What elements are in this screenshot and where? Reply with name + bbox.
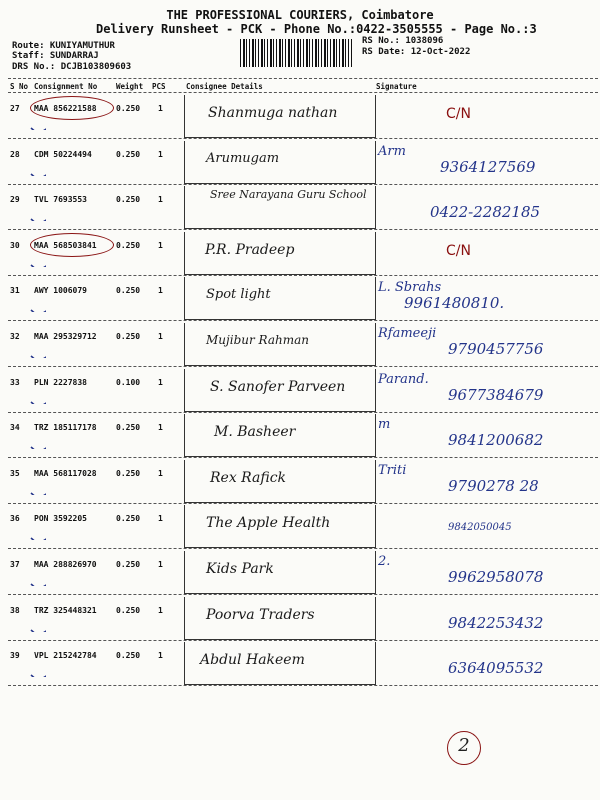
row-sno: 27	[10, 104, 20, 113]
consignment-number: TVL 7693553	[34, 195, 87, 205]
consignee-name: Sree Narayana Guru School	[210, 188, 367, 202]
col-sno: S No	[10, 82, 29, 91]
consignee-name: Spot light	[206, 287, 271, 303]
signature: Rfameeji	[378, 326, 437, 341]
weight: 0.250	[116, 514, 141, 524]
table-row	[8, 550, 598, 595]
staff-label: Staff: SUNDARRAJ	[12, 51, 99, 61]
signature: L. Sbrahs	[378, 280, 442, 296]
weight: 0.250	[116, 560, 141, 569]
red-circle-mark	[30, 96, 114, 120]
phone-number: 9842253432	[448, 613, 544, 632]
consignee-name: M. Basheer	[214, 424, 296, 441]
signature: m	[378, 417, 391, 433]
page-mark-circle	[447, 731, 481, 765]
row-divider	[8, 685, 598, 686]
row-sno: 36	[10, 514, 20, 524]
table-row	[8, 596, 598, 641]
signature: Parand.	[378, 371, 429, 387]
signature: C/N	[446, 242, 471, 259]
phone-number: 9364127569	[440, 157, 536, 176]
weight: 0.250	[116, 240, 141, 250]
phone-number: 9961480810.	[404, 294, 505, 313]
consignee-name: Shanmuga nathan	[208, 105, 338, 121]
consignment-number: PON 3592205	[34, 514, 87, 524]
phone-number: 9677384679	[448, 385, 544, 404]
table-row	[8, 368, 598, 413]
check-tick-icon	[30, 211, 46, 221]
signature: C/N	[446, 106, 471, 122]
page-mark: 2	[458, 735, 470, 756]
row-sno: 28	[10, 149, 20, 159]
signature: Arm	[378, 143, 406, 159]
table-row	[8, 140, 598, 185]
consignment-number: MAA 295329712	[34, 332, 97, 341]
consignee-name: The Apple Health	[206, 515, 331, 532]
row-sno: 30	[10, 240, 20, 250]
check-tick-icon	[30, 622, 46, 632]
table-row	[8, 641, 598, 686]
table-row	[8, 276, 598, 321]
table-row	[8, 459, 598, 504]
consignment-number: TRZ 325448321	[34, 605, 97, 615]
consignment-number: TRZ 185117178	[34, 423, 97, 433]
col-weight: Weight	[116, 82, 144, 91]
consignee-name: Rex Rafick	[210, 469, 287, 486]
pieces: 1	[158, 377, 163, 387]
consignment-number: CDM 50224494	[34, 149, 92, 159]
column-header-divider	[8, 92, 598, 93]
consignee-name: Poorva Traders	[206, 606, 315, 623]
weight: 0.250	[116, 423, 141, 433]
table-row	[8, 231, 598, 276]
row-sno: 39	[10, 651, 20, 661]
consignee-name: Mujibur Rahman	[206, 333, 309, 347]
weight: 0.250	[116, 104, 141, 113]
check-tick-icon	[30, 530, 46, 540]
pieces: 1	[158, 104, 163, 113]
table-row	[8, 504, 598, 549]
row-sno: 34	[10, 423, 20, 433]
check-tick-icon	[30, 257, 46, 267]
check-tick-icon	[30, 439, 46, 449]
consignment-number: MAA 568117028	[34, 468, 97, 478]
table-row	[8, 322, 598, 367]
phone-number: 9790457756	[448, 340, 544, 358]
weight: 0.250	[116, 605, 141, 615]
consignee-name: S. Sanofer Parveen	[210, 378, 346, 395]
pieces: 1	[158, 240, 163, 250]
check-tick-icon	[30, 166, 46, 176]
pieces: 1	[158, 468, 163, 478]
table-row	[8, 185, 598, 230]
weight: 0.250	[116, 468, 141, 478]
row-sno: 29	[10, 195, 20, 205]
phone-number: 9962958078	[448, 568, 544, 586]
table-row	[8, 94, 598, 139]
phone-number: 0422-2282185	[430, 203, 541, 222]
check-tick-icon	[30, 120, 46, 130]
red-circle-mark	[30, 233, 114, 257]
row-sno: 38	[10, 605, 20, 615]
table-row	[8, 413, 598, 458]
phone-number: 6364095532	[448, 659, 544, 678]
phone-number: 9842050045	[448, 522, 512, 534]
pieces: 1	[158, 651, 163, 661]
company-title: THE PROFESSIONAL COURIERS, Coimbatore	[166, 8, 434, 22]
pieces: 1	[158, 286, 163, 296]
col-consignee: Consignee Details	[186, 82, 263, 91]
rs-date: RS Date: 12-Oct-2022	[362, 47, 471, 57]
weight: 0.250	[116, 149, 141, 159]
sheet-title: Delivery Runsheet - PCK - Phone No.:0422-3505555 - Page No.:3	[96, 22, 537, 36]
col-signature: Signature	[376, 82, 417, 91]
consignment-number: MAA 288826970	[34, 560, 97, 569]
consignment-number: AWY 1006079	[34, 286, 87, 296]
check-tick-icon	[30, 302, 46, 312]
check-tick-icon	[30, 394, 46, 404]
weight: 0.250	[116, 195, 141, 205]
pieces: 1	[158, 423, 163, 433]
signature: 2.	[378, 554, 391, 569]
consignee-name: Abdul Hakeem	[200, 652, 305, 669]
pieces: 1	[158, 605, 163, 615]
weight: 0.250	[116, 332, 141, 341]
weight: 0.250	[116, 651, 141, 661]
signature: Triti	[378, 462, 407, 478]
pieces: 1	[158, 195, 163, 205]
row-sno: 33	[10, 377, 20, 387]
pieces: 1	[158, 560, 163, 569]
phone-number: 9841200682	[448, 431, 544, 450]
barcode	[240, 39, 352, 67]
weight: 0.100	[116, 377, 141, 387]
pieces: 1	[158, 332, 163, 341]
row-sno: 37	[10, 560, 20, 569]
pieces: 1	[158, 149, 163, 159]
check-tick-icon	[30, 485, 46, 495]
drs-number: DRS No.: DCJB103809603	[12, 62, 132, 72]
consignee-name: Arumugam	[206, 150, 280, 166]
consignment-number: MAA 856221588	[34, 104, 97, 113]
pieces: 1	[158, 514, 163, 524]
rs-number: RS No.: 1038096	[362, 36, 444, 46]
row-sno: 32	[10, 332, 20, 341]
col-consignment: Consignment No	[34, 82, 98, 91]
weight: 0.250	[116, 286, 141, 296]
consignment-number: PLN 2227838	[34, 377, 87, 387]
row-sno: 31	[10, 286, 20, 296]
consignment-number: MAA 568503841	[34, 240, 97, 250]
col-pcs: PCS	[152, 82, 166, 91]
row-sno: 35	[10, 468, 20, 478]
consignee-name: P.R. Pradeep	[205, 241, 295, 258]
phone-number: 9790278 28	[448, 476, 539, 495]
consignment-number: VPL 215242784	[34, 651, 97, 661]
check-tick-icon	[30, 348, 46, 358]
route-label: Route: KUNIYAMUTHUR	[12, 41, 115, 51]
check-tick-icon	[30, 576, 46, 586]
consignee-name: Kids Park	[206, 561, 274, 577]
check-tick-icon	[30, 667, 46, 677]
header-divider	[8, 78, 598, 79]
